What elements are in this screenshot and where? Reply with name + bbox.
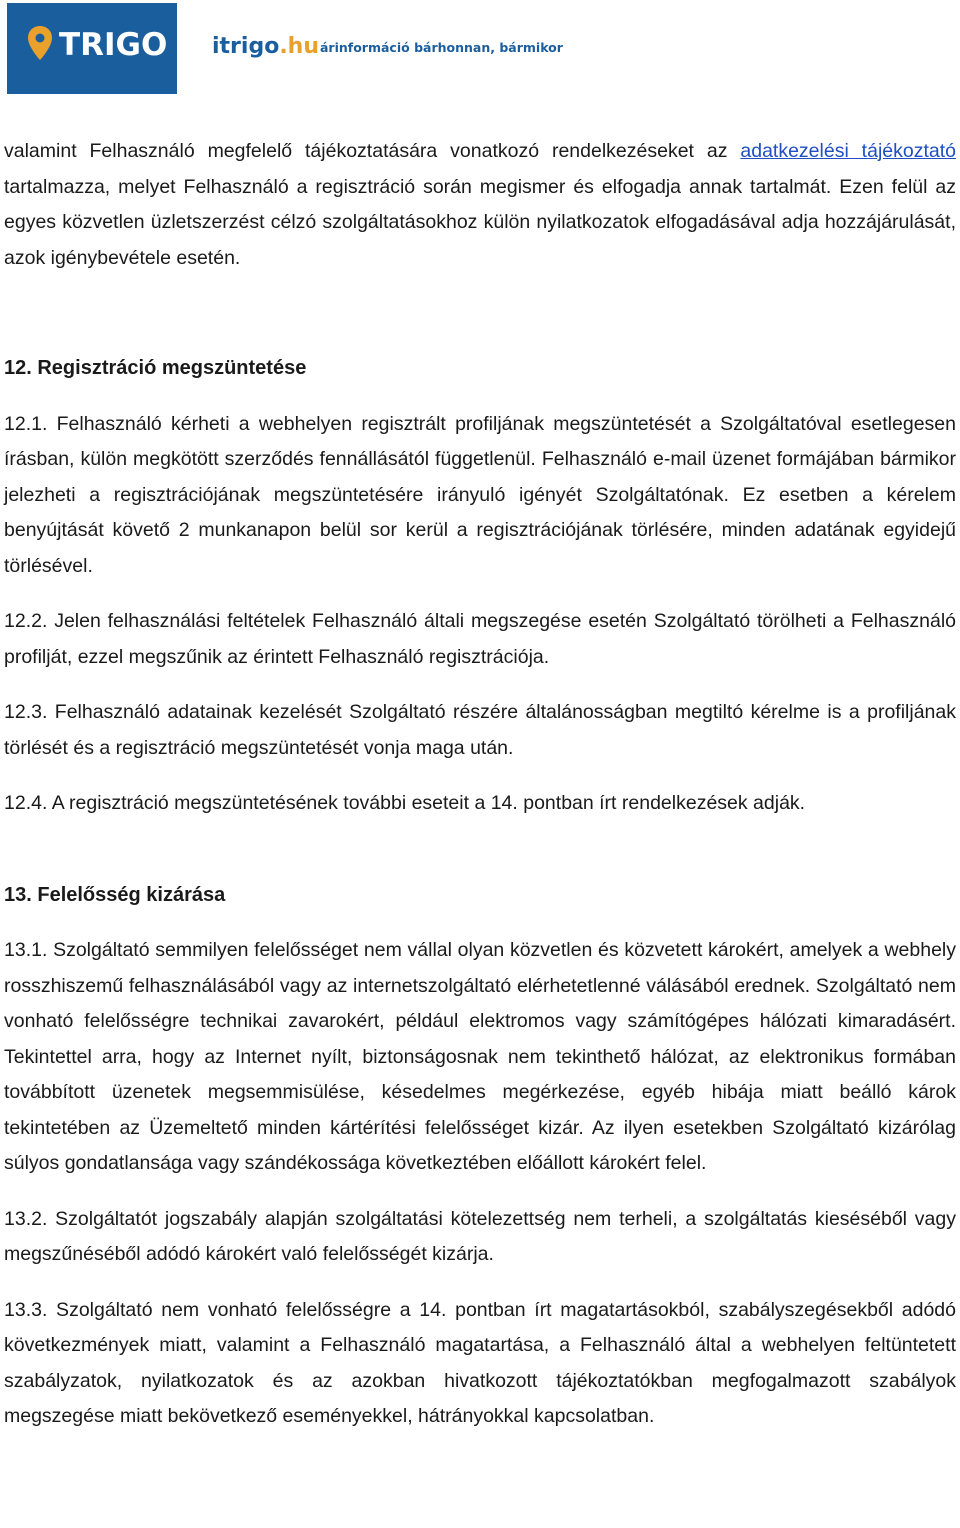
site-name-suffix: .hu xyxy=(279,34,319,59)
logo-text: TRIGO xyxy=(59,27,168,63)
paragraph-13-2: 13.2. Szolgáltatót jogszabály alapján szolgáltatási kötelezettség nem terheli, a szolgáltatás kieséséből vagy megszűnéséből adódó károkért való felelősségét kizárja. xyxy=(4,1207,956,1265)
paragraph-12-2: 12.2. Jelen felhasználási feltételek Felhasználó általi megszegése esetén Szolgáltató törölheti a Felhasználó profilját, ezzel megszűnik az érintett Felhasználó regisztrációja. xyxy=(4,610,956,668)
trigo-logo[interactable] xyxy=(7,3,177,94)
paragraph-12-3: 12.3. Felhasználó adatainak kezelését Szolgáltató részére általánosságban megtiltó kérelme is a profiljának törlését és a regisztráció megszüntetését vonja maga után. xyxy=(4,701,956,759)
page-header xyxy=(0,0,960,100)
location-pin-icon xyxy=(27,25,53,61)
section-13-heading: 13. Felelősség kizárása xyxy=(4,883,226,906)
intro-text-before-link: valamint Felhasználó megfelelő tájékoztatására vonatkozó rendelkezéseket az xyxy=(4,140,741,162)
site-name[interactable] xyxy=(212,34,319,59)
site-tagline: árinformáció bárhonnan, bármikor xyxy=(320,40,563,55)
paragraph-12-1: 12.1. Felhasználó kérheti a webhelyen regisztrált profiljának megszüntetését a Szolgáltatóval esetlegesen írásban, külön megkötött szerződés fennállásától függetlenül. Felhasználó e-mail üzenet formájában bármikor jelezheti a regisztrációjának megszüntetésére irányuló igényét Szolgáltatónak. Ez esetben a kérelem benyújtását követő 2 munkanapon belül sor kerül a regisztrációjának törlésére, minden adatának egyidejű törlésével. xyxy=(4,412,956,577)
section-12-heading: 12. Regisztráció megszüntetése xyxy=(4,357,307,379)
document-body xyxy=(4,134,956,1455)
paragraph-12-4: 12.4. A regisztráció megszüntetésének további eseteit a 14. pontban írt rendelkezések adják. xyxy=(4,792,806,814)
intro-paragraph xyxy=(4,134,956,276)
paragraph-13-3: 13.3. Szolgáltató nem vonható felelősségre a 14. pontban írt magatartásokból, szabályszegésekből adódó következmények miatt, valamint a Felhasználó magatartása, a Felhasználó által a webhelyen feltüntetett szabályzatok, nyilatkozatok és az azokban hivatkozott tájékoztatókban megfogalmazott szabályok megszegése miatt bekövetkező eseményekkel, hátrányokkal kapcsolatban. xyxy=(4,1298,956,1427)
site-name-prefix: itrigo xyxy=(212,34,280,59)
privacy-policy-link[interactable]: adatkezelési tájékoztató xyxy=(740,140,956,162)
paragraph-13-1: 13.1. Szolgáltató semmilyen felelősséget nem vállal olyan közvetlen és közvetett károkért, amelyek a webhely rosszhiszemű felhasználásából vagy az internetszolgáltató elérhetetlenné válásából erednek. Szolgáltató nem vonható felelősségre technikai zavarokért, például elektromos vagy számítógépes hálózati kimaradásért. Tekintettel arra, hogy az Internet nyílt, biztonságosnak nem tekinthető hálózat, az elektronikus formában továbbított üzenetek megsemmisülése, késedelmes megérkezése, egyéb hibája miatt beálló károk tekintetében az Üzemeltető minden kártérítési felelősséget kizár. Az ilyen esetekben Szolgáltató kizárólag súlyos gondatlansága vagy szándékossága következtében előállott károkért felel. xyxy=(4,939,956,1174)
intro-text-after-link: tartalmazza, melyet Felhasználó a regisztráció során megismer és elfogadja annak tartalmát. Ezen felül az egyes közvetlen üzletszerzést célzó szolgáltatásokhoz külön nyilatkozatok elfogadásával adja hozzájárulását, azok igénybevétele esetén. xyxy=(4,175,956,269)
